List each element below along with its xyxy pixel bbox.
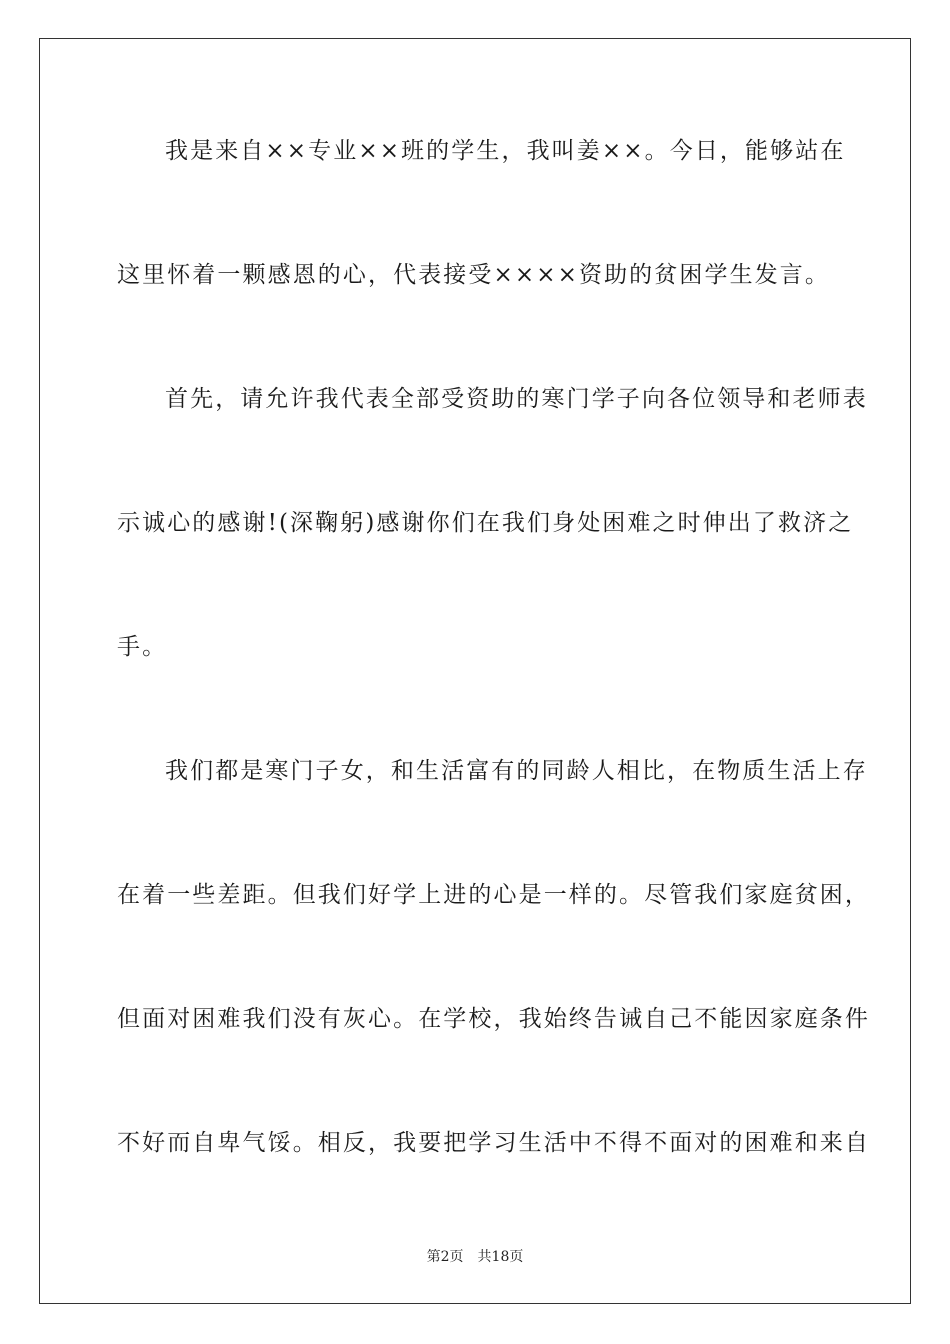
paragraph-line: 我们都是寒门子女，和生活富有的同龄人相比，在物质生活上存 — [165, 758, 868, 784]
paragraph-line: 首先，请允许我代表全部受资助的寒门学子向各位领导和老师表 — [165, 386, 868, 412]
paragraph-line: 但面对困难我们没有灰心。在学校，我始终告诫自己不能因家庭条件 — [117, 1006, 870, 1032]
page-footer — [0, 1246, 950, 1266]
document-body — [117, 124, 870, 1240]
paragraph-line: 我是来自××专业××班的学生，我叫姜××。今日，能够站在 — [165, 138, 846, 164]
total-page-count: 共18页 — [477, 1249, 524, 1265]
paragraph-line: 在着一些差距。但我们好学上进的心是一样的。尽管我们家庭贫困， — [117, 882, 870, 908]
paragraph-line: 这里怀着一颗感恩的心，代表接受××××资助的贫困学生发言。 — [117, 262, 830, 288]
paragraph-line: 不好而自卑气馁。相反，我要把学习生活中不得不面对的困难和来自 — [117, 1130, 870, 1156]
paragraph-line: 手。 — [117, 634, 168, 660]
current-page-number: 第2页 — [426, 1249, 464, 1265]
paragraph-line: 示诚心的感谢!(深鞠躬)感谢你们在我们身处困难之时伸出了救济之 — [117, 510, 854, 536]
